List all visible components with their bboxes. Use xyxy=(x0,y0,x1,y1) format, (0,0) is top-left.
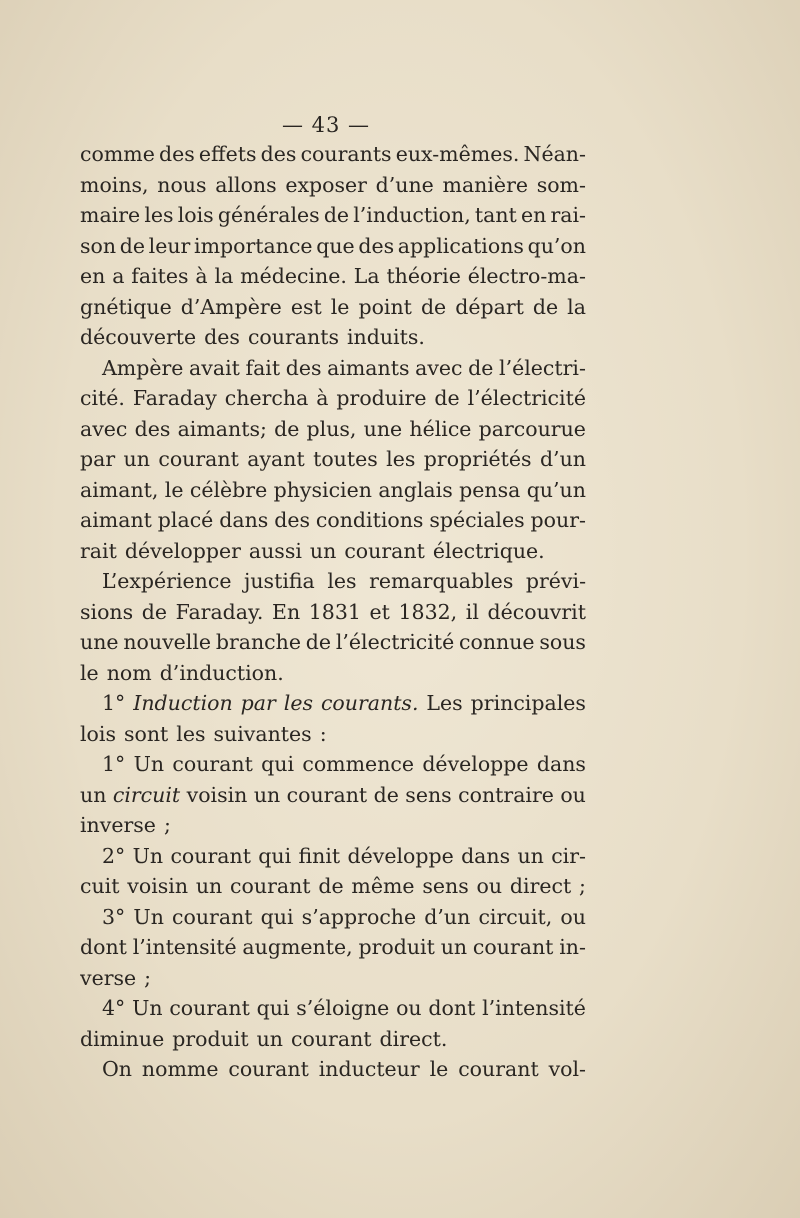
text-line xyxy=(80,356,586,387)
word: : xyxy=(319,721,327,746)
word: dans xyxy=(536,752,586,776)
word: les xyxy=(327,569,357,593)
text-line xyxy=(80,935,586,966)
word: suivantes xyxy=(213,721,312,746)
word: Faraday xyxy=(132,386,217,410)
word: des xyxy=(274,508,310,532)
text-line xyxy=(80,478,586,509)
word: ; xyxy=(163,813,171,837)
text-line xyxy=(80,752,586,783)
word: que xyxy=(316,233,355,258)
word: de xyxy=(532,294,559,319)
word: som- xyxy=(536,172,586,197)
word: nous xyxy=(157,172,207,197)
text-line xyxy=(80,874,586,905)
word: effets xyxy=(198,142,257,166)
word: dont xyxy=(80,935,127,959)
word: produit xyxy=(172,1026,249,1051)
word: maire xyxy=(80,203,141,227)
word: Faraday. xyxy=(175,599,264,624)
word: de xyxy=(274,416,300,441)
word: courant xyxy=(291,1026,372,1051)
word: qui xyxy=(260,904,294,929)
word: célèbre xyxy=(189,477,268,502)
word: allons xyxy=(215,172,277,197)
word: L’expérience xyxy=(102,569,232,593)
word: courant xyxy=(170,843,251,868)
word: électrique. xyxy=(432,538,545,563)
word: courant xyxy=(458,1057,539,1081)
word: d’induction. xyxy=(159,660,284,685)
word: sens xyxy=(405,782,452,807)
word: lois xyxy=(80,721,116,746)
word: aimant, xyxy=(80,477,159,502)
word: la xyxy=(214,264,234,288)
word: fait xyxy=(245,355,281,380)
word: d’Ampère xyxy=(180,294,282,319)
word: courant xyxy=(344,538,425,563)
word: courant xyxy=(172,904,253,929)
word: théorie xyxy=(386,264,461,288)
word: pensa xyxy=(459,477,521,502)
text-line xyxy=(80,844,586,875)
word: anglais xyxy=(378,477,453,502)
text-line xyxy=(80,142,586,173)
word: Néan- xyxy=(523,142,586,166)
word: développe xyxy=(347,843,454,868)
word: l’intensité xyxy=(132,935,237,959)
word: 4° xyxy=(102,996,126,1020)
text-line xyxy=(80,813,586,844)
text-line xyxy=(80,447,586,478)
text-line xyxy=(80,722,586,753)
word: 2° xyxy=(102,843,126,868)
word: propriétés xyxy=(423,447,532,471)
word: finit xyxy=(298,843,341,868)
word: plus, xyxy=(306,416,357,441)
word: point xyxy=(358,294,412,319)
word: 1831 xyxy=(308,599,361,624)
word: est xyxy=(290,294,322,319)
word: principales xyxy=(470,691,586,715)
word: nouvelle xyxy=(123,630,212,654)
word: verse xyxy=(80,965,137,990)
text-line xyxy=(80,234,586,265)
word: des xyxy=(134,416,171,441)
word: le xyxy=(164,477,184,502)
word: cir- xyxy=(551,843,586,868)
text-line xyxy=(80,173,586,204)
word: développe xyxy=(422,752,529,776)
word: leur xyxy=(148,233,191,258)
word: a xyxy=(112,264,125,288)
word: les xyxy=(144,203,174,227)
word: branche xyxy=(215,630,301,654)
word: le xyxy=(80,660,99,685)
text-line xyxy=(80,264,586,295)
word: rai- xyxy=(550,203,586,227)
word: remarquables xyxy=(369,569,514,593)
word: aussi xyxy=(248,538,302,563)
word: qui xyxy=(256,996,290,1020)
text-line xyxy=(80,996,586,1027)
word: cité. xyxy=(80,386,125,410)
word: Ampère xyxy=(102,355,184,380)
word: voisin xyxy=(186,782,248,807)
word: dont xyxy=(428,996,476,1020)
word: direct xyxy=(509,874,572,898)
word: 3° xyxy=(102,904,126,929)
word: La xyxy=(353,264,380,288)
word: de xyxy=(305,630,332,654)
word: son xyxy=(80,233,117,258)
word: moins, xyxy=(80,172,149,197)
word: les xyxy=(283,691,313,715)
word: On xyxy=(102,1057,133,1081)
text-line xyxy=(80,966,586,997)
word: eux-mêmes. xyxy=(395,142,520,166)
word: l’induction, xyxy=(353,203,471,227)
word: cuit xyxy=(80,874,120,898)
word: circuit, xyxy=(478,904,553,929)
word: les xyxy=(176,721,206,746)
word: de xyxy=(318,874,344,898)
word: des xyxy=(158,142,195,166)
word: d’un xyxy=(539,447,586,471)
word: de xyxy=(434,386,460,410)
word: avec xyxy=(80,416,128,441)
word: courant xyxy=(230,874,311,898)
word: d’une xyxy=(375,172,434,197)
word: avait xyxy=(189,355,240,380)
word: justifia xyxy=(244,569,315,593)
body-text xyxy=(80,142,586,1088)
word: ; xyxy=(579,874,586,898)
word: et xyxy=(369,599,390,624)
word: lois xyxy=(177,203,214,227)
word: courants xyxy=(247,325,339,349)
word: une xyxy=(363,416,403,441)
text-line xyxy=(80,691,586,722)
word: sens xyxy=(422,874,469,898)
word: même xyxy=(351,874,415,898)
text-line xyxy=(80,783,586,814)
word: médecine. xyxy=(240,264,347,288)
word: augmente, xyxy=(242,935,353,959)
text-line xyxy=(80,386,586,417)
word: il xyxy=(465,599,479,624)
word: de xyxy=(323,203,350,227)
word: de xyxy=(119,233,145,258)
word: connue xyxy=(459,630,535,654)
word: par xyxy=(80,447,116,471)
word: conditions xyxy=(315,508,424,532)
text-line xyxy=(80,569,586,600)
word: l’intensité xyxy=(482,996,586,1020)
word: le xyxy=(429,1057,449,1081)
word: de xyxy=(373,782,399,807)
word: direct. xyxy=(379,1026,448,1051)
word: l’électri- xyxy=(499,355,586,380)
word: un xyxy=(195,874,223,898)
word: sous xyxy=(539,630,586,654)
word: courant xyxy=(286,782,368,807)
word: manière xyxy=(442,172,528,197)
word: courant xyxy=(169,996,250,1020)
word: développer xyxy=(124,538,241,563)
word: gnétique xyxy=(80,294,172,319)
word: les xyxy=(386,447,416,471)
word: nom xyxy=(106,660,152,685)
word: découverte xyxy=(80,325,197,349)
text-line xyxy=(80,417,586,448)
word: contraire xyxy=(458,782,554,807)
word: découvrit xyxy=(487,599,586,624)
word: toutes xyxy=(313,447,378,471)
word: exposer xyxy=(285,172,367,197)
text-line xyxy=(80,539,586,570)
word: placé xyxy=(157,508,214,532)
word: 1° xyxy=(102,752,126,776)
word: hélice xyxy=(409,416,472,441)
word: tant xyxy=(474,203,517,227)
word: dans xyxy=(219,508,269,532)
text-line xyxy=(80,630,586,661)
word: une xyxy=(80,630,119,654)
word: Les xyxy=(426,691,463,715)
word: un xyxy=(440,935,468,959)
word: commence xyxy=(302,752,415,776)
word: en xyxy=(520,203,547,227)
text-line xyxy=(80,1057,586,1088)
word: 1832, xyxy=(398,599,458,624)
word: s’éloigne xyxy=(296,996,390,1020)
word: l’électricité xyxy=(335,630,455,654)
text-line xyxy=(80,600,586,631)
text-line xyxy=(80,325,586,356)
word: un xyxy=(256,1026,284,1051)
word: dans xyxy=(461,843,511,868)
word: un xyxy=(517,843,544,868)
word: inverse xyxy=(80,813,156,837)
word: Un xyxy=(132,843,164,868)
word: voisin xyxy=(127,874,189,898)
word: sions xyxy=(80,599,134,624)
text-line xyxy=(80,661,586,692)
page-number: — 43 — xyxy=(281,113,371,137)
word: induits. xyxy=(346,325,425,349)
word: des xyxy=(204,325,240,349)
word: faites xyxy=(131,264,189,288)
text-line xyxy=(80,203,586,234)
word: courant xyxy=(472,935,554,959)
word: aimants; xyxy=(177,416,267,441)
text-line xyxy=(80,905,586,936)
word: chercha xyxy=(224,386,309,410)
word: aimants xyxy=(327,355,410,380)
word: aimant xyxy=(80,508,152,532)
word: prévi- xyxy=(525,569,586,593)
word: En xyxy=(272,599,301,624)
word: ou xyxy=(476,874,503,898)
word: qu’on xyxy=(527,233,586,258)
word: qui xyxy=(261,752,295,776)
text-line xyxy=(80,508,586,539)
word: de xyxy=(141,599,168,624)
word: importance xyxy=(194,233,313,258)
word: électro-ma- xyxy=(467,264,586,288)
word: spéciales xyxy=(429,508,525,532)
word: ou xyxy=(396,996,422,1020)
word: un xyxy=(123,447,150,471)
word: départ xyxy=(455,294,524,319)
word: Induction xyxy=(133,691,233,715)
word: de xyxy=(420,294,447,319)
word: des xyxy=(285,355,322,380)
word: à xyxy=(316,386,329,410)
word: s’approche xyxy=(301,904,417,929)
word: de xyxy=(468,355,494,380)
word: un xyxy=(253,782,281,807)
word: in- xyxy=(559,935,586,959)
word: circuit xyxy=(112,782,181,807)
word: avec xyxy=(415,355,463,380)
word: inducteur xyxy=(318,1057,420,1081)
word: sont xyxy=(123,721,169,746)
word: 1° xyxy=(102,691,126,715)
word: ou xyxy=(560,782,586,807)
word: la xyxy=(567,294,586,319)
word: Un xyxy=(133,904,164,929)
word: nomme xyxy=(141,1057,219,1081)
word: à xyxy=(195,264,208,288)
text-line xyxy=(80,1027,586,1058)
word: Un xyxy=(132,996,163,1020)
word: courants xyxy=(300,142,392,166)
word: ayant xyxy=(247,447,305,471)
word: parcourue xyxy=(478,416,586,441)
word: courant xyxy=(158,447,239,471)
word: un xyxy=(80,782,107,807)
word: ou xyxy=(560,904,586,929)
word: vol- xyxy=(548,1057,586,1081)
word: des xyxy=(358,233,395,258)
word: d’un xyxy=(424,904,471,929)
word: générales xyxy=(217,203,320,227)
word: qui xyxy=(258,843,292,868)
word: en xyxy=(80,264,106,288)
word: courant xyxy=(172,752,253,776)
word: applications xyxy=(397,233,524,258)
word: des xyxy=(260,142,297,166)
word: le xyxy=(330,294,350,319)
word: courant xyxy=(228,1057,309,1081)
word: physicien xyxy=(273,477,372,502)
word: par xyxy=(240,691,276,715)
word: diminue xyxy=(80,1026,165,1051)
word: pour- xyxy=(530,508,586,532)
word: ; xyxy=(144,965,152,990)
word: qu’un xyxy=(526,477,586,502)
word: rait xyxy=(80,538,117,563)
word: Un xyxy=(133,752,165,776)
word: courants. xyxy=(320,691,419,715)
text-line xyxy=(80,295,586,326)
word: produit xyxy=(358,935,435,959)
word: produire xyxy=(336,386,427,410)
word: l’électricité xyxy=(467,386,586,410)
word: un xyxy=(309,538,337,563)
word: comme xyxy=(80,142,155,166)
